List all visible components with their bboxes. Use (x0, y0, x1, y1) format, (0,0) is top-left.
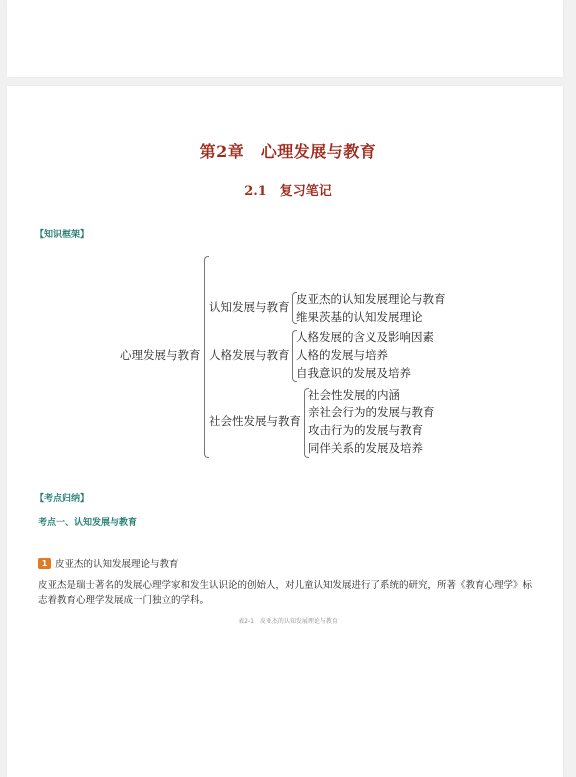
leaf-item: 同伴关系的发展及培养 (308, 441, 423, 455)
mindmap-root: 心理发展与教育 (120, 348, 201, 362)
previous-page (7, 0, 563, 77)
section-title: 2.1 复习笔记 (244, 184, 332, 199)
exam-points-label: 【考点归纳】 (35, 494, 90, 504)
chapter-title: 第2章 心理发展与教育 (199, 142, 377, 161)
leaf-item: 社会性发展的内涵 (308, 388, 400, 402)
leaf-item: 人格发展的含义及影响因素 (296, 330, 434, 344)
leaf-item: 皮亚杰的认知发展理论与教育 (296, 292, 446, 306)
table-caption: 表2-1 皮亚杰的认知发展理论与教育 (238, 618, 338, 625)
branch-personality: 人格发展与教育 (209, 348, 290, 362)
exam-point-heading: 考点一、认知发展与教育 (38, 518, 138, 528)
subsection-title: 皮亚杰的认知发展理论与教育 (55, 559, 179, 570)
subsection-number-badge: 1 (38, 558, 51, 569)
leaf-item: 维果茨基的认知发展理论 (296, 310, 423, 324)
branch-cognitive: 认知发展与教育 (209, 300, 290, 314)
leaf-item: 攻击行为的发展与教育 (308, 423, 423, 437)
body-paragraph: 皮亚杰是瑞士著名的发展心理学家和发生认识论的创始人，对儿童认知发展进行了系统的研究，所著《教育心理学》标志着教育心理学发展成一门独立的学科。 (38, 580, 533, 606)
leaf-item: 自我意识的发展及培养 (296, 366, 411, 380)
branch-social: 社会性发展与教育 (209, 414, 301, 428)
leaf-item: 亲社会行为的发展与教育 (308, 405, 435, 419)
leaf-item: 人格的发展与培养 (296, 348, 388, 362)
knowledge-framework-label: 【知识框架】 (35, 230, 90, 240)
subsection-heading (38, 556, 179, 570)
